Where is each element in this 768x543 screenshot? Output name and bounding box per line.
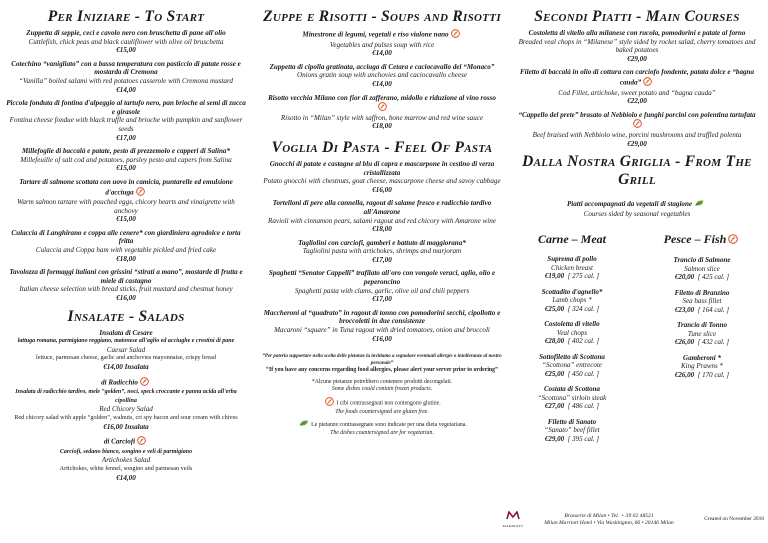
section-title-start: Per Iniziare - To Start: [47, 8, 205, 25]
footer-line2: Milan Marriott Hotel • Via Washington, 66 • 20146 Milan: [544, 520, 674, 526]
grill-item-it: Scottadito d'agnello*: [541, 287, 603, 296]
menu-dish: [512, 68, 762, 105]
dish-name-en: Cod Fillet, artichoke, sweet potato and “bagna cauda”: [558, 88, 716, 97]
dish-name-it: “Cappello del prete” brasato al Nebbiolo e funghi porcini con polentina tartufata: [518, 110, 756, 119]
grill-item-en: King Prawns *: [680, 362, 723, 371]
veg-note-en: The dishes countersigned are for vegetarian.: [330, 430, 434, 437]
dish-price: €18,00: [372, 225, 392, 234]
section-title-salads: Insalate - Salads: [67, 307, 185, 325]
dish-name-it: Cotechino “vanigliato” con a bassa temperatura con pasticcio di patate rosse e mostarda di Cremona: [11, 59, 241, 77]
gluten-free-icon: [378, 102, 387, 114]
dish-name-en: Macaroni “square” in Tuna ragout with dried tomatoes, onion and broccoli: [274, 326, 490, 335]
gluten-note-en: The foods countersigned are gluten free.: [335, 409, 429, 416]
menu-dish: [262, 29, 502, 58]
dish-name-en: Onions gratin soup with anchovies and caciocavallo cheese: [296, 71, 468, 80]
grill-sides-en: Courses sided by seasonal vegetables: [583, 209, 691, 218]
grill-item-price: €23,00: [674, 305, 695, 314]
menu-dish: [262, 199, 502, 233]
grill-item: [642, 321, 762, 347]
allergy-note-en: “If you have any concerns regarding food allergies, please alert your server prior to ordering”: [266, 367, 498, 374]
brand-name: MARRIOTT: [502, 524, 524, 528]
dish-price: €29,00: [627, 54, 647, 63]
salad-price: €16,00 Insalata: [103, 422, 149, 431]
grill-item-it: Sottofiletto di Scottona: [539, 352, 605, 361]
gluten-free-icon: [136, 187, 145, 199]
salad-name-it: Insalata di Cesare: [99, 328, 153, 337]
gluten-note-it: I cibi contrassegnati non contengono glutine.: [336, 400, 441, 407]
salad-item: [6, 377, 246, 432]
grill-sides-it: Piatti accompagnati da vegetali di stagione: [566, 200, 693, 209]
grill-item-cal: [ 395 cal. ]: [567, 434, 600, 443]
meat-column: [512, 232, 632, 450]
grill-item-cal: [ 164 cal. ]: [697, 305, 730, 314]
veg-note: [262, 419, 502, 430]
salad-name-en: Artichokes Salad: [101, 456, 151, 465]
dish-name-it: Tavolozza di formaggi italiani con grissini “stirati a mano”, mostarde di frutta e miele di castagno: [9, 268, 243, 285]
salad-price: €14,00: [116, 473, 136, 482]
menu-dish: [262, 94, 502, 131]
grill-item-cal: [ 425 cal. ]: [697, 273, 730, 282]
dish-name-it: Culaccia di Langhirano e coppa alle cenere* con giardiniera agrodolce e torta fritta: [11, 228, 241, 246]
column-start: [6, 8, 246, 487]
dish-price: €15,00: [116, 164, 136, 173]
grill-item-cal: [ 450 cal. ]: [567, 369, 600, 378]
grill-item-it: Suprema di pollo: [547, 255, 597, 264]
grill-item: [642, 289, 762, 315]
grill-item-price: €20,00: [674, 273, 695, 282]
gluten-free-icon: [137, 436, 146, 448]
dish-name-en: Millefeuille of salt cod and potatoes, parsley pesto and capers from Salina: [20, 155, 232, 164]
menu-dish: [6, 99, 246, 142]
dish-name-it: Maccheroni al “quadrato” in ragout di tonno con pomodorini secchi, cipollotto e broccoletti in due consistenze: [263, 308, 501, 326]
dish-name-it: Tortelloni di pere alla cannella, ragout di salame fresco e radicchio tardivo all'Amarone: [272, 199, 492, 216]
dish-price: €29,00: [627, 139, 647, 148]
grill-item-en: “Sanato” beef fillet: [544, 426, 600, 435]
vegetarian-leaf-icon: [299, 419, 309, 430]
grill-item-cal: [ 275 cal. ]: [567, 272, 600, 281]
dish-price: €16,00: [116, 294, 136, 303]
dish-name-en: Warm salmon tartare with pouched eggs, chicory hearts and vinaigrette with anchovy: [17, 198, 235, 215]
dish-name-en: Cuttlefish, chick peas and black cauliflower with olive oil bruschetta: [28, 37, 224, 46]
menu-dish: [262, 160, 502, 194]
section-title-grill: Dalla Nostra Griglia - From The Grill: [522, 153, 752, 189]
grill-item-cal: [ 402 cal. ]: [567, 337, 600, 346]
column-soups: [262, 8, 502, 437]
dish-name-it: Costoletta di vitello alla milanese con rucola, pomodorini e patate al forno: [528, 29, 746, 37]
gluten-free-icon: [643, 77, 652, 89]
dish-name-en: Italian cheese selection with bread sticks, fruit mustard and chestnut honey: [19, 285, 233, 294]
grill-item: [512, 255, 632, 281]
dish-price: €16,00: [372, 185, 392, 194]
menu-dish: [6, 268, 246, 302]
menu-dish: [6, 178, 246, 224]
grill-item-cal: [ 486 cal. ]: [567, 402, 600, 411]
grill-item-it: Trancio di Tonno: [676, 321, 728, 330]
fish-column: [642, 232, 762, 450]
dish-name-en: Culaccia and Coppa ham with vegetable pickled and fried cake: [35, 246, 217, 255]
dish-name-it: Filetto di baccalà in olio di cottura con carciofo fondente, patata dolce e “bagna cauda”: [519, 68, 755, 87]
menu-dish: [262, 239, 502, 265]
footer-address: [534, 513, 684, 527]
grill-grid: [512, 232, 762, 450]
section-title-mains: Secondi Piatti - Main Courses: [534, 8, 740, 25]
grill-item-price: €28,00: [544, 337, 565, 346]
grill-item: [512, 320, 632, 346]
dish-name-it: Gnocchi di patate e castagne al blu di capra e mascarpone in cestino di verza cristallizzata: [269, 159, 495, 177]
marriott-logo: [500, 511, 526, 530]
vegetarian-leaf-icon: [694, 199, 705, 210]
dish-price: €17,00: [372, 295, 392, 304]
gluten-note: [262, 397, 502, 409]
dish-name-en: Ravioli with cinnamon pears, salami ragout and red chicory with Amarone wine: [268, 216, 496, 225]
dish-name-en: Tagliolini pasta with artichokes, shrimps and marjoram: [302, 247, 462, 256]
dish-price: €18,00: [372, 122, 392, 131]
section-title-soups: Zuppe e Risotti - Soups and Risotti: [263, 8, 501, 25]
menu-dish: [512, 29, 762, 63]
grill-item-it: Filetto di Sanato: [547, 417, 597, 426]
dish-name-it: Piccola fonduta di fontina d'alpeggio al tartufo nero, pan brioche ai semi di zucca e girasole: [6, 99, 246, 116]
grill-item-en: Sea bass fillet: [682, 297, 722, 306]
dish-name-en: Beef braised with Nebbiolo wine, porcini mushrooms and truffled polenta: [532, 130, 742, 139]
salad-desc-it: Carciofi, sedano bianco, songino e veli di parmigiano: [59, 448, 193, 455]
dish-name-en: Spaghetti pasta with clams, garlic, olive oil and chili peppers: [294, 286, 470, 295]
frozen-note-it: *Alcune pietanze potrebbero contenere prodotti decongelati.: [311, 379, 453, 386]
salad-name-it: di Radicchio: [101, 378, 138, 387]
grill-item: [642, 354, 762, 380]
dish-price: €22,00: [627, 97, 647, 106]
menu-dish: [262, 269, 502, 303]
grill-sides: [512, 199, 762, 218]
gluten-free-icon: [728, 233, 738, 248]
menu-dish: [6, 147, 246, 173]
menu-dish: [6, 29, 246, 55]
grill-item-en: Tune slice: [687, 329, 717, 338]
dish-name-it: Risotto vecchia Milano con fior di zafferano, midollo e riduzione al vino rosso: [268, 93, 496, 102]
dish-price: €15,00: [116, 46, 136, 55]
salad-desc-it: Insalata di radicchio tardivo, mele “golden”, noci, speck croccante e panna acida all'erba cipollina: [15, 389, 237, 404]
dish-name-en: Risotto in “Milan” style with saffron, bone marrow and red wine sauce: [280, 113, 484, 122]
notes-block: [262, 353, 502, 437]
salad-name-en: Caesar Salad: [106, 345, 146, 354]
grill-item-en: Lamb chops *: [552, 296, 592, 305]
salad-desc-it: lattuga romana, parmigiano reggiano, maionese all'aglio ed acciughe e crostini di pane: [17, 338, 235, 345]
salad-desc-en: Artichokes, white fennel, songino and parmesan veils: [59, 464, 193, 472]
dish-price: €17,00: [372, 255, 392, 264]
grill-item-en: “Scottona” sirloin steak: [537, 393, 607, 402]
salad-name-en: Red Chicory Salad: [99, 405, 153, 414]
grill-item-price: €26,00: [674, 370, 695, 379]
menu-dish: [6, 60, 246, 94]
dish-name-en: Breaded veal chops in “Milanese” style sided by rocket salad, cherry tomatoes and baked potatoes: [518, 37, 756, 55]
grill-item-price: €29,00: [544, 434, 565, 443]
grill-item-en: Veal chops: [556, 328, 588, 337]
grill-item: [512, 385, 632, 411]
gluten-free-icon: [633, 119, 642, 131]
grill-item-price: €25,00: [544, 369, 565, 378]
grill-item: [512, 288, 632, 314]
veg-note-it: Le pietanze contrassegnate sono indicate per una dieta vegetariana.: [311, 422, 467, 429]
salad-desc-en: lettuce, parmesan cheese, garlic and anchovies mayonnaise, crispy bread: [36, 354, 216, 362]
grill-item: [642, 256, 762, 282]
grill-item-en: Chicken breast: [551, 263, 593, 272]
grill-item-en: “Scottona” entrecote: [542, 361, 602, 370]
salad-item: [6, 436, 246, 482]
column-mains: [512, 8, 762, 450]
fish-title-row: [642, 232, 762, 248]
grill-item-cal: [ 432 cal. ]: [697, 338, 730, 347]
dish-name-en: Potato gnocchi with chestnuts, goat cheese, mascarpone cheese and savoy cabbage: [263, 177, 501, 186]
grill-item-price: €25,00: [544, 304, 565, 313]
footer-created: Created on November 2016: [704, 516, 764, 522]
dish-price: €14,00: [372, 79, 392, 88]
gluten-free-icon: [451, 29, 460, 41]
menu-dish: [262, 309, 502, 343]
dish-name-it: Zuppetta di cipolla gratinata, acciuga di Cetara e caciocavallo del “Monaco”: [269, 62, 495, 71]
salad-desc-en: Red chicory salad with apple “golden”, walnuts, cri spy bacon and sour cream with chives: [14, 413, 238, 421]
dish-name-it: Minestrone di legumi, vegetali e riso vialone nano: [302, 30, 449, 39]
salad-price: €14,00 Insalata: [103, 363, 149, 371]
grill-item-en: Salmon slice: [684, 264, 720, 273]
dish-price: €17,00: [116, 133, 136, 142]
grill-item: [512, 418, 632, 444]
salad-item: [6, 329, 246, 372]
menu-dish: [6, 229, 246, 263]
gluten-free-icon: [140, 377, 149, 389]
dish-name-it: Tagliolini con carciofi, gamberi e battuto di maggiorana*: [298, 238, 466, 247]
dish-name-en: “Vanilla” boiled salami with red potatoes casserole with Cremona mustard: [19, 76, 233, 85]
grill-item-it: Costoletta di vitello: [544, 320, 600, 329]
section-title-pasta: Voglia Di Pasta - Feel Of Pasta: [271, 138, 493, 156]
grill-item: [512, 353, 632, 379]
dish-name-it: Zuppetta di seppie, ceci e cavolo nero con bruschetta di pane all'olio: [26, 29, 226, 37]
dish-name-it: Tartare di salmone scottata con uovo in camicia, puntarelle ed emulsione d'acciuga: [19, 177, 233, 196]
dish-name-it: Spaghetti “Senator Cappelli” trafilato all'oro con vongole veraci, aglio, olio e peperoncino: [268, 269, 496, 287]
dish-price: €14,00: [372, 49, 392, 58]
salad-name-it: di Carciofi: [103, 437, 136, 446]
grill-item-it: Costata di Scottona: [543, 385, 600, 394]
grill-item-cal: [ 170 cal. ]: [697, 370, 730, 379]
footer-line1: Brasserie di Milan • Tel. + 39 02 48521: [564, 513, 654, 519]
menu-dish: [262, 63, 502, 89]
frozen-note-en: Some dishes could contain frozen products.: [331, 386, 433, 393]
dish-price: €18,00: [116, 254, 136, 263]
dish-name-en: Vegetables and pulses soup with rice: [329, 40, 435, 49]
grill-item-cal: [ 324 cal. ]: [567, 304, 600, 313]
grill-item-price: €19,00: [544, 272, 565, 281]
grill-item-price: €26,00: [674, 338, 695, 347]
grill-item-it: Trancio di Salmone: [673, 256, 731, 265]
dish-price: €15,00: [116, 215, 136, 224]
menu-dish: [512, 111, 762, 148]
meat-title: Carne – Meat: [537, 232, 606, 247]
dish-price: €16,00: [372, 334, 392, 343]
allergy-note-it: “Per poterla supportare nella scelta delle pietanze la invitiamo a segnalare eventuali allergie o intolleranze al nostro personale”: [262, 354, 502, 367]
dish-name-en: Fontina cheese fondue with black truffle and brioche with pumpkin and sunflower seeds: [9, 116, 243, 133]
grill-item-it: Gamberoni *: [683, 353, 721, 362]
dish-price: €14,00: [116, 85, 136, 94]
gluten-free-icon: [325, 397, 334, 409]
dish-name-it: Millefoglie di baccalà e patate, pesto di prezzemolo e capperi di Salina*: [21, 147, 231, 156]
grill-item-it: Filetto di Branzino: [674, 288, 730, 297]
fish-title: Pesce – Fish: [663, 232, 727, 247]
grill-item-price: €27,00: [544, 402, 565, 411]
